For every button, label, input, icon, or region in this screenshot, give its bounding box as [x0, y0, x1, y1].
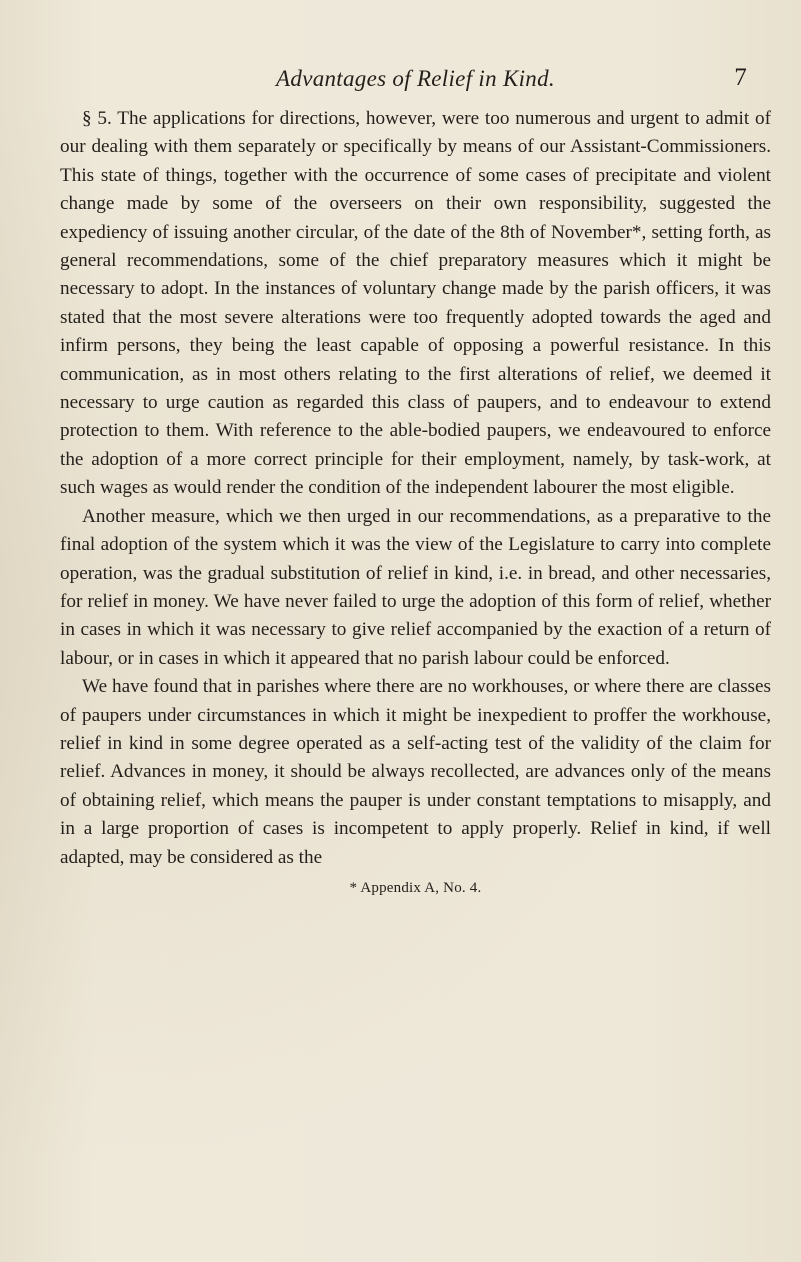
paragraph-self-acting-test: We have found that in parishes where there are no workhouses, or where there are classes of paupers under circumstances in which it might be inexpedient to proffer the workhouse, relief in kind in some degree operated as a self-acting test of the validity of the claim for relief. Advances in money, it should be always recollected, are advances only of the means of obtaining relief, which means the pauper is under constant temptations to misapply, and in a large proportion of cases is incompetent to apply properly. Relief in kind, if well adapted, may be considered as the	[60, 676, 771, 868]
footnote: * Appendix A, No. 4.	[349, 879, 482, 896]
chapter-title: Advantages of Relief in Kind.	[276, 66, 555, 91]
running-head	[60, 60, 771, 100]
body-text	[60, 105, 771, 872]
paragraph-section-5: § 5. The applications for directions, however, were too numerous and urgent to admit of our dealing with them separately or specifically by means of our Assistant-Commissioners. This state of things, together with the occurrence of some cases of precipitate and violent change made by some of the overseers on their own responsibility, suggested the expediency of issuing another circular, of the date of the 8th of November*, setting forth, as general recommendations, some of the chief preparatory measures which it might be necessary to adopt. In the instances of voluntary change made by the parish officers, it was stated that the most severe alterations were too frequently adopted towards the aged and infirm persons, they being the least capable of opposing a powerful resistance. In this communication, as in most others relating to the first alterations of relief, we deemed it necessary to urge caution as regarded this class of paupers, and to endeavour to extend protection to them. With reference to the able-bodied paupers, we endeavoured to enforce the adoption of a more correct principle for their employment, namely, by task-work, at such wages as would render the condition of the independent labourer the most eligible.	[60, 108, 771, 499]
paragraph-relief-in-kind: Another measure, which we then urged in our recommendations, as a preparative to the final adoption of the system which it was the view of the Legislature to carry into complete operation, was the gradual substitution of relief in kind, i.e. in bread, and other necessaries, for relief in money. We have never failed to urge the adoption of this form of relief, whether in cases in which it was necessary to give relief accompanied by the exaction of a return of labour, or in cases in which it appeared that no parish labour could be enforced.	[60, 505, 771, 669]
page-number: 7	[734, 64, 747, 91]
